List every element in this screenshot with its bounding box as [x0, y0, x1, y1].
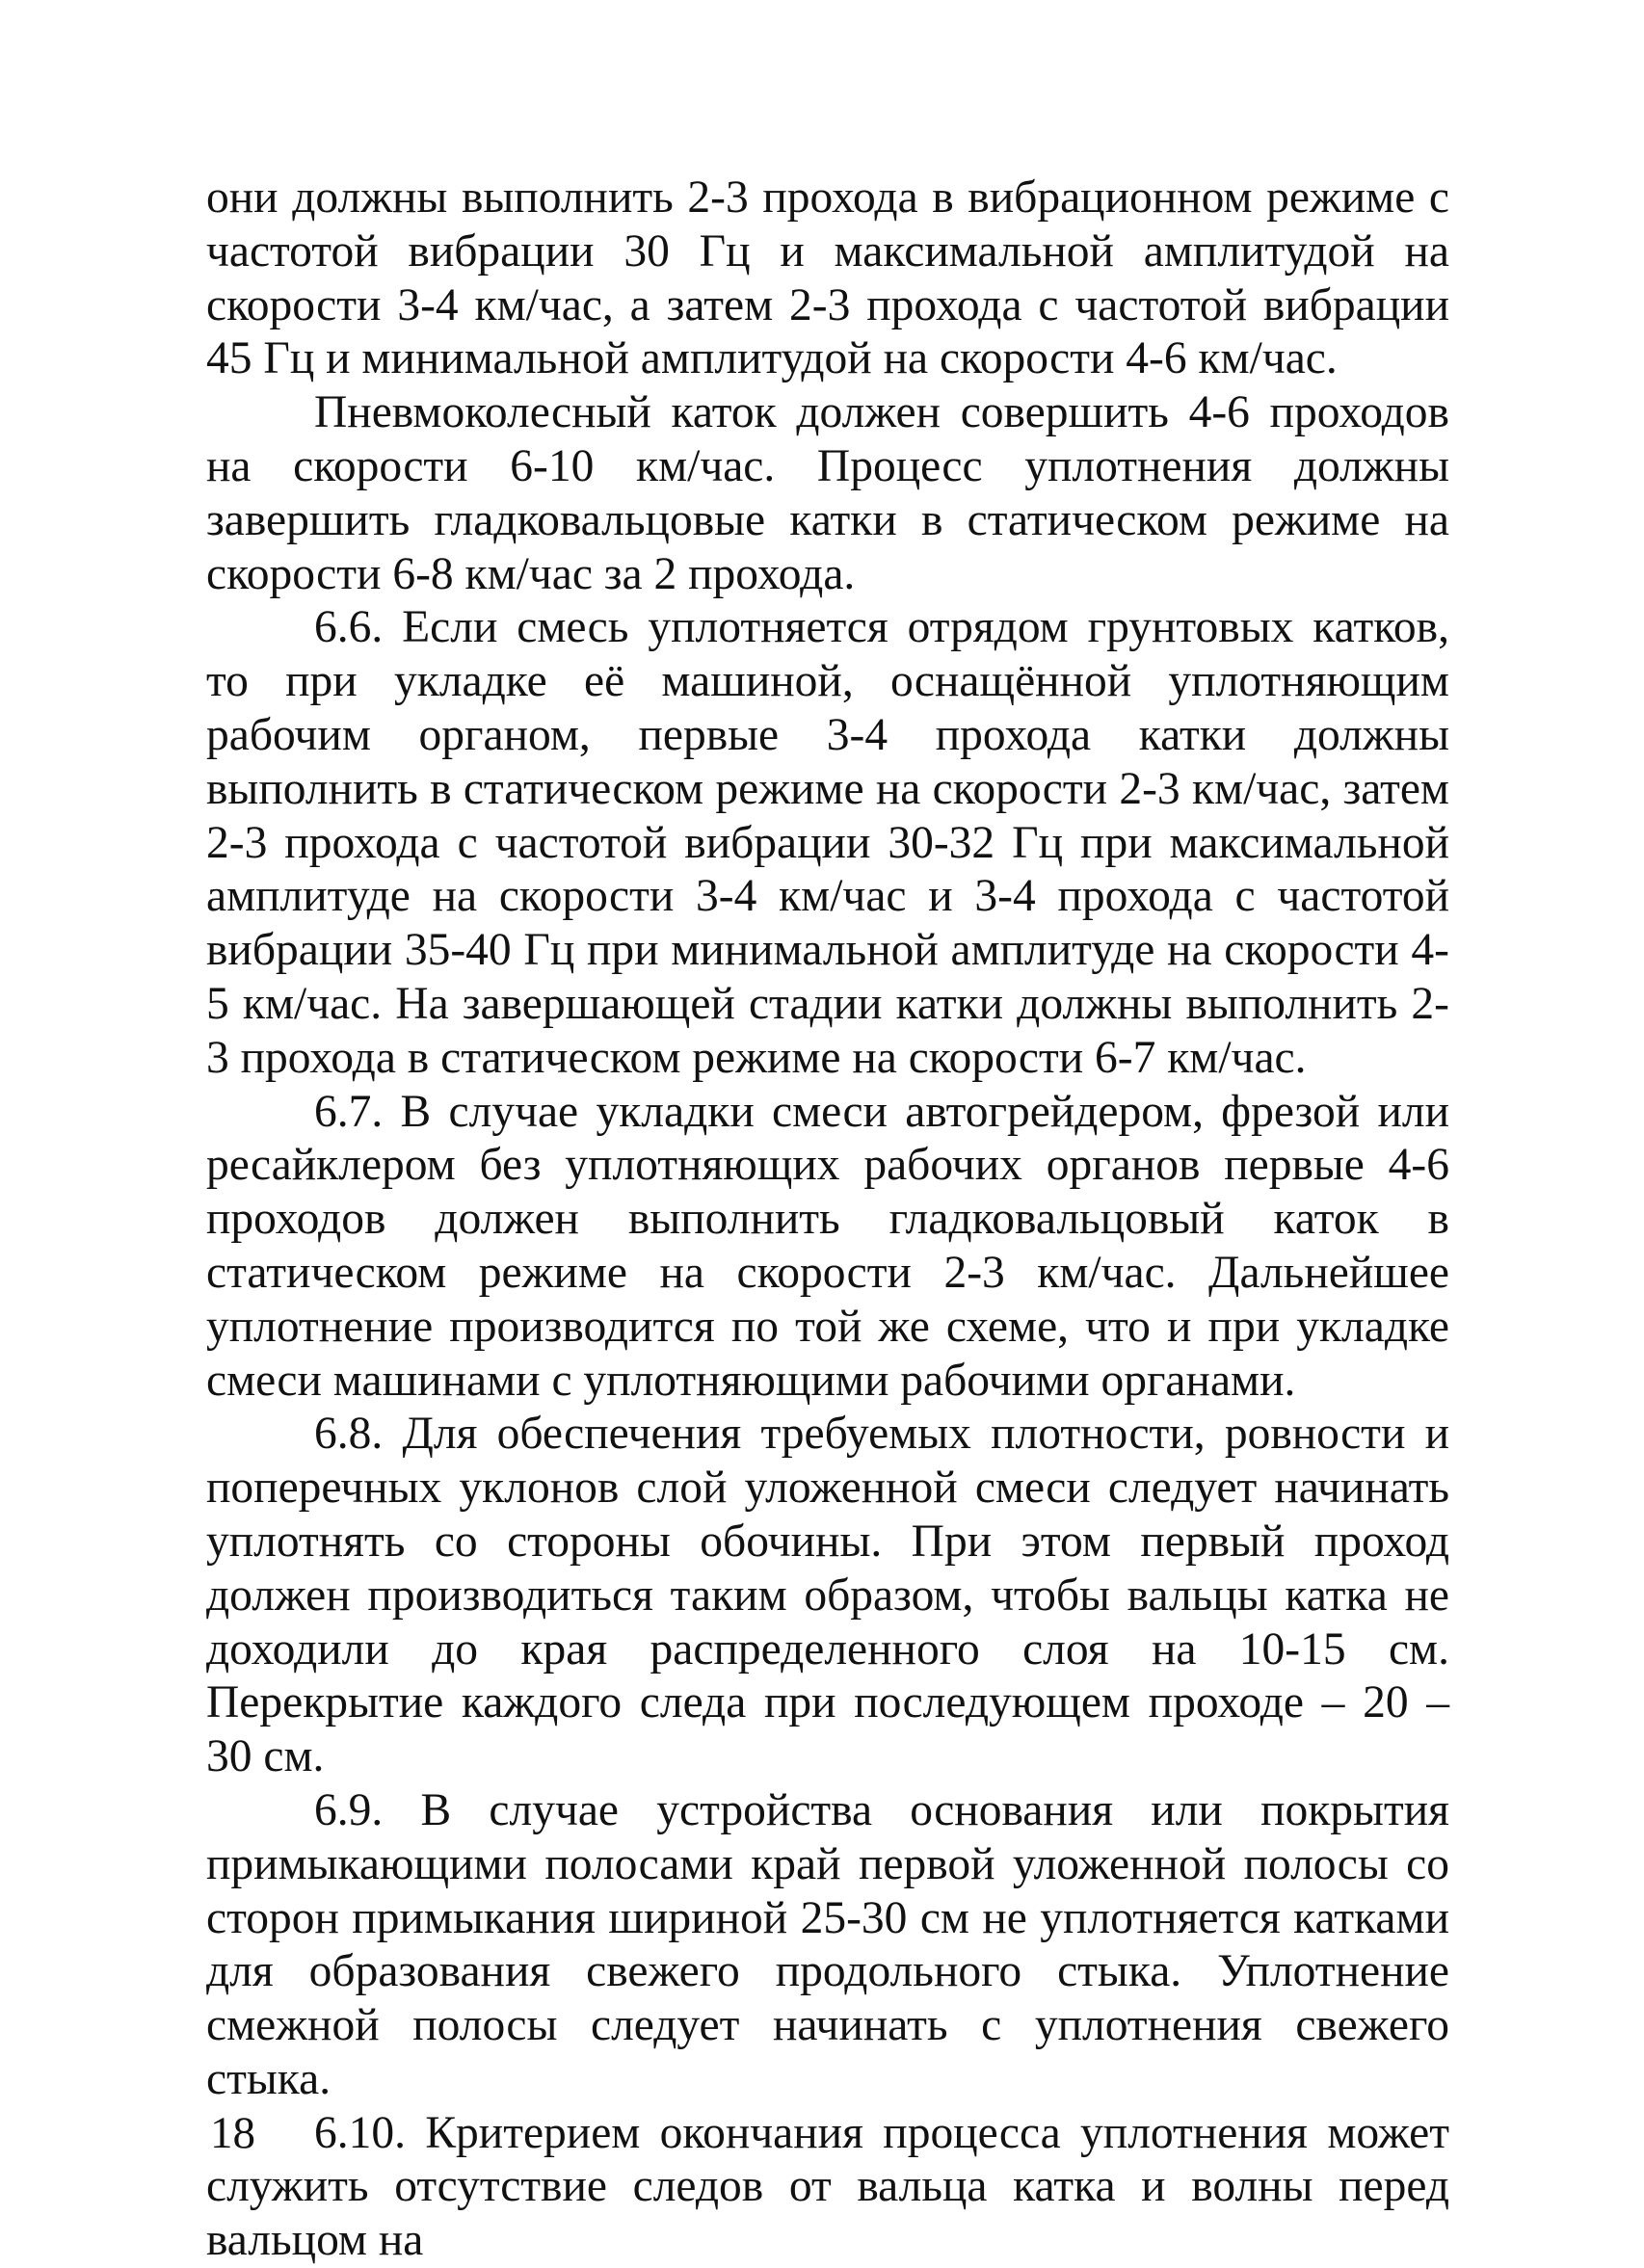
paragraph-6-8: 6.8. Для обеспечения требуемых плотности, ровности и поперечных уклонов слой уложенной смеси следует начинать уплотнять со стороны обочины. При этом первый проход должен производиться таким образом, чтобы вальцы катка не доходили до края распределенного слоя на 10-15 см. Перекрытие каждого следа при последующем проходе – 20 – 30 см. [206, 1409, 1449, 1782]
paragraph-continuation: они должны выполнить 2-3 прохода в вибрационном режиме с частотой вибрации 30 Гц и максимальной амплитудой на скорости 3-4 км/час, а затем 2-3 прохода с частотой вибрации 45 Гц и минимальной амплитудой на скорости 4-6 км/час. [206, 172, 1449, 384]
paragraph-6-9: 6.9. В случае устройства основания или покрытия примыкающими полосами край первой уложенной полосы со сторон примыкания шириной 25-30 см не уплотняется катками для образования свежего продольного стыка. Уплотнение смежной полосы следует начинать с уплотнения свежего стыка. [206, 1784, 1449, 2104]
paragraph-6-10: 6.10. Критерием окончания процесса уплотнения может служить отсутствие следов от вальца катка и волны перед вальцом на [206, 2107, 1449, 2266]
paragraph-6-7: 6.7. В случае укладки смеси автогрейдером, фрезой или ресайклером без уплотняющих рабочих органов первые 4-6 проходов должен выполнить гладковальцовый каток в статическом режиме на скорости 2-3 км/час. Дальнейшее уплотнение производится по той же схеме, что и при укладке смеси машинами с уплотняющими рабочими органами. [206, 1086, 1449, 1406]
page-number: 18 [210, 2108, 255, 2158]
paragraph-pneumatic-roller: Пневмоколесный каток должен совершить 4-6 проходов на скорости 6-10 км/час. Процесс уплотнения должны завершить гладковальцовые катки в статическом режиме на скорости 6-8 км/час за 2 прохода. [206, 387, 1449, 599]
body-text [206, 171, 1449, 2268]
paragraph-6-6: 6.6. Если смесь уплотняется отрядом грунтовых катков, то при укладке её машиной, оснащённой уплотняющим рабочим органом, первые 3-4 прохода катки должны выполнить в статическом режиме на скорости 2-3 км/час, затем 2-3 прохода с частотой вибрации 30-32 Гц при максимальной амплитуде на скорости 3-4 км/час и 3-4 прохода с частотой вибрации 35-40 Гц при минимальной амплитуде на скорости 4-5 км/час. На завершающей стадии катки должны выполнить 2-3 прохода в статическом режиме на скорости 6-7 км/час. [206, 602, 1449, 1083]
